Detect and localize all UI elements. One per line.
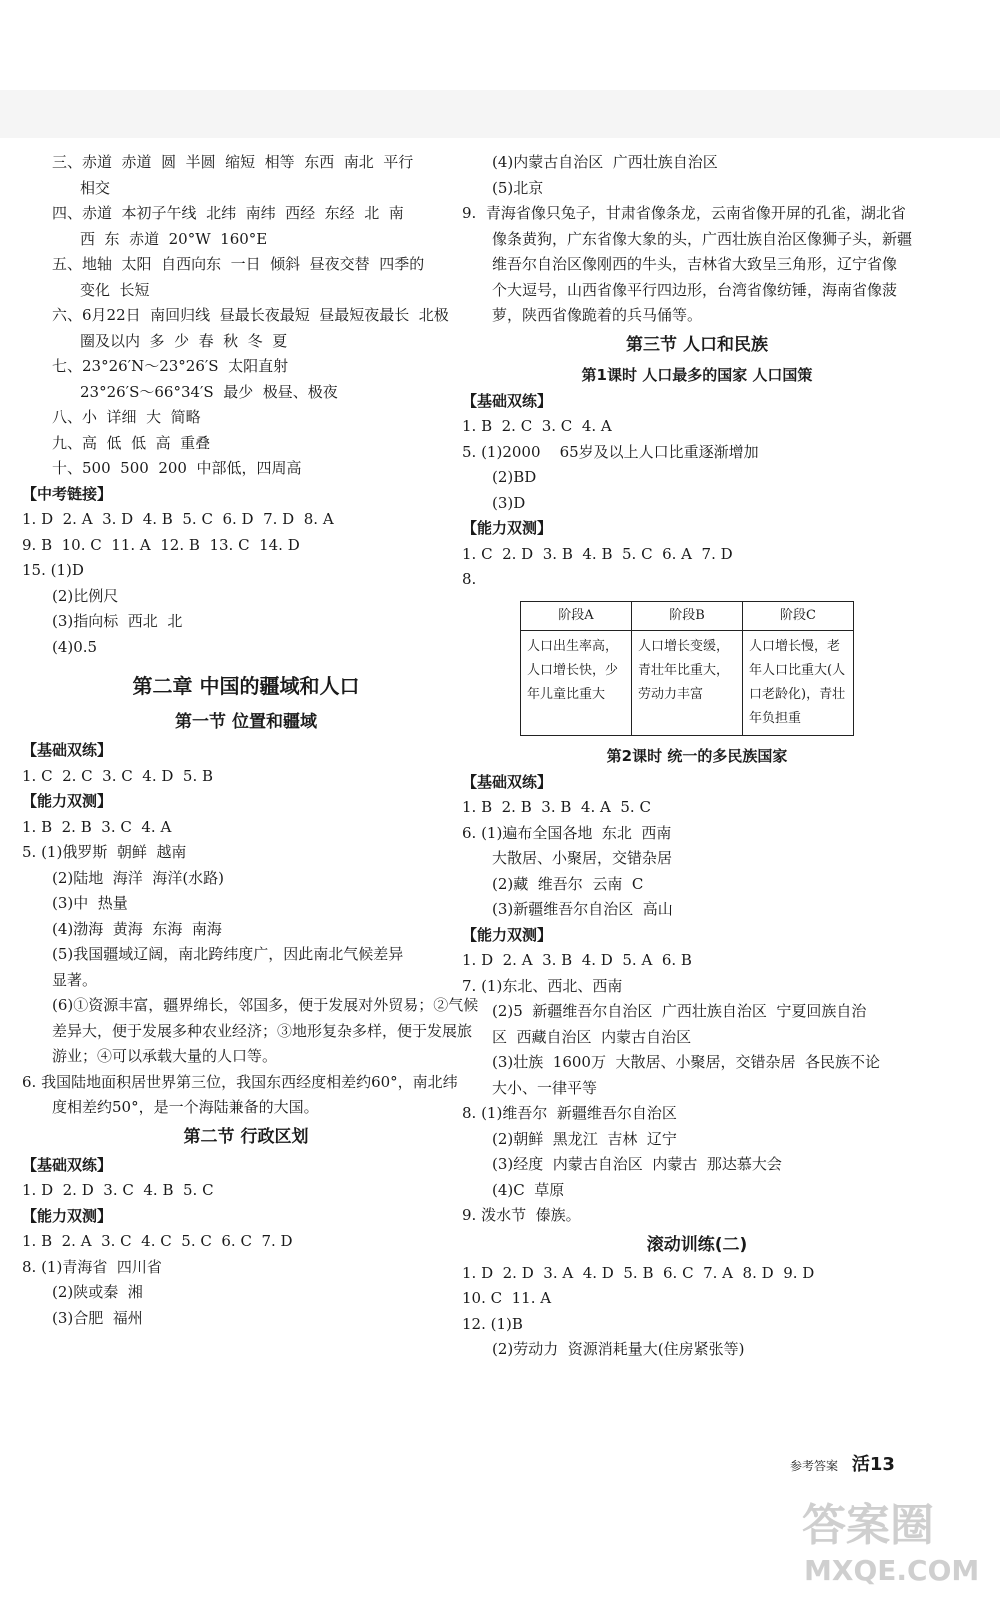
answer-line: (2)朝鲜 黑龙江 吉林 辽宁 bbox=[492, 1129, 677, 1148]
answer-line: 10. C 11. A bbox=[462, 1289, 552, 1307]
answer-line: (5)我国疆域辽阔，南北跨纬度广，因此南北气候差异 bbox=[52, 945, 404, 963]
page-footer bbox=[790, 1450, 895, 1476]
answer-line: 变化 长短 bbox=[80, 280, 150, 299]
rolling-title: 滚动训练(二) bbox=[646, 1234, 748, 1255]
answer-line: 像条黄狗，广东省像大象的头，广西壮族自治区像狮子头，新疆 bbox=[492, 229, 913, 248]
answer-line: 六、6月22日 南回归线 昼最长夜最短 昼最短夜最长 北极 bbox=[52, 306, 449, 324]
l1-nengli-answers: 1. C 2. D 3. B 4. B 5. C 6. A 7. D bbox=[462, 544, 733, 563]
s2-jichu-header: 【基础双练】 bbox=[22, 1155, 113, 1174]
answer-line: 西 东 赤道 20°W 160°E bbox=[80, 229, 268, 248]
answer-line: (4)渤海 黄海 东海 南海 bbox=[52, 919, 222, 938]
s1-nengli-answers bbox=[22, 815, 479, 1121]
l2-nengli-header: 【能力双测】 bbox=[462, 925, 553, 944]
answer-line: 8. (1)青海省 四川省 bbox=[22, 1257, 162, 1276]
left-column bbox=[22, 150, 479, 1331]
answer-line: (5)北京 bbox=[492, 178, 544, 197]
answer-line: 大小、一律平等 bbox=[492, 1078, 598, 1097]
answer-line: (2)陆地 海洋 海洋(水路) bbox=[52, 868, 225, 887]
answer-line: 八、小 详细 大 简略 bbox=[52, 408, 201, 426]
footer-label: 参考答案 bbox=[790, 1459, 839, 1473]
footer-mark: 活 bbox=[851, 1454, 870, 1475]
s1-jichu-header: 【基础双练】 bbox=[22, 741, 113, 759]
zhongkao-answers bbox=[22, 507, 470, 660]
page-number-group bbox=[852, 1454, 895, 1475]
right-column bbox=[462, 150, 932, 1363]
l2-jichu-answers bbox=[462, 795, 932, 923]
answer-line: 相交 bbox=[80, 178, 111, 197]
s1-nengli-header: 【能力双测】 bbox=[22, 792, 113, 810]
province-answers bbox=[462, 150, 932, 329]
section1-title: 第一节 位置和疆域 bbox=[175, 712, 317, 732]
answer-line: 1. B 2. B 3. C 4. A bbox=[22, 817, 172, 836]
l1-nengli-header: 【能力双测】 bbox=[462, 519, 553, 537]
answer-line: 大散居、小聚居，交错杂居 bbox=[492, 849, 673, 867]
s2-nengli-answers bbox=[22, 1229, 470, 1331]
answer-line: 游业；④可以承载大量的人口等。 bbox=[52, 1047, 278, 1065]
stage-a-header: 阶段A bbox=[521, 601, 632, 630]
answer-line: 显著。 bbox=[52, 970, 98, 989]
answer-line: 1. D 2. D 3. A 4. D 5. B 6. C 7. A 8. D 9. D bbox=[462, 1263, 815, 1282]
answer-line: (2)BD bbox=[492, 468, 537, 486]
answer-line: (3)经度 内蒙古自治区 内蒙古 那达慕大会 bbox=[492, 1155, 782, 1173]
chapter-title: 第二章 中国的疆域和人口 bbox=[132, 674, 360, 698]
answer-line: (2)藏 维吾尔 云南 C bbox=[492, 874, 644, 893]
page-number: 13 bbox=[869, 1454, 895, 1475]
answer-line: (2)陕或秦 湘 bbox=[52, 1283, 143, 1301]
watermark-logo bbox=[790, 1482, 980, 1592]
answer-line: 维吾尔自治区像刚西的牛头，吉林省大致呈三角形，辽宁省像 bbox=[492, 255, 898, 273]
answer-line: 1. D 2. A 3. B 4. D 5. A 6. B bbox=[462, 951, 692, 969]
answer-line: 23°26′S～66°34′S 最少 极昼、极夜 bbox=[80, 382, 338, 401]
l1-jichu-answers bbox=[462, 414, 932, 516]
answer-line: 8. (1)维吾尔 新疆维吾尔自治区 bbox=[462, 1104, 677, 1122]
scan-shadow bbox=[0, 90, 1000, 138]
q8-label: 8. bbox=[462, 570, 477, 588]
answer-line: 圈及以内 多 少 春 秋 冬 夏 bbox=[80, 331, 288, 350]
answer-line: 1. B 2. B 3. B 4. A 5. C bbox=[462, 798, 651, 816]
answer-line: 6. 我国陆地面积居世界第三位，我国东西经度相差约60°，南北纬 bbox=[22, 1072, 458, 1091]
answer-line: 区 西藏自治区 内蒙古自治区 bbox=[492, 1027, 692, 1046]
answer-line: (3)D bbox=[492, 493, 526, 512]
answer-line: 七、23°26′N～23°26′S 太阳直射 bbox=[52, 357, 289, 375]
answer-line: 四、赤道 本初子午线 北纬 南纬 西经 东经 北 南 bbox=[52, 204, 404, 222]
zhongkao-header: 【中考链接】 bbox=[22, 484, 113, 503]
answer-line: (4)C 草原 bbox=[492, 1180, 565, 1199]
answer-line: 度相差约50°，是一个海陆兼备的大国。 bbox=[52, 1098, 319, 1116]
answer-line: 1. B 2. C 3. C 4. A bbox=[462, 417, 612, 435]
answer-line: 十、500 500 200 中部低，四周高 bbox=[52, 459, 302, 477]
stage-b-cell: 人口增长变缓，青壮年比重大，劳动力丰富 bbox=[632, 630, 743, 735]
answer-line: 萝，陕西省像跪着的兵马俑等。 bbox=[492, 306, 703, 324]
answer-line: 9. 青海省像只兔子，甘肃省像条龙，云南省像开屏的孔雀，湖北省 bbox=[462, 204, 906, 222]
answer-line: 三、赤道 赤道 圆 半圆 缩短 相等 东西 南北 平行 bbox=[52, 153, 414, 171]
l1-jichu-header: 【基础双练】 bbox=[462, 391, 553, 410]
answer-line: (3)新疆维吾尔自治区 高山 bbox=[492, 900, 673, 918]
answer-line: 九、高 低 低 高 重叠 bbox=[52, 433, 211, 452]
answer-line: 个大逗号，山西省像平行四边形，台湾省像纺锤，海南省像菠 bbox=[492, 280, 898, 299]
answer-line: (3)合肥 福州 bbox=[52, 1308, 143, 1327]
answer-line: (2)5 新疆维吾尔自治区 广西壮族自治区 宁夏回族自治 bbox=[492, 1002, 867, 1020]
stage-a-cell: 人口出生率高，人口增长快，少年儿童比重大 bbox=[521, 630, 632, 735]
answer-line: 差异大，便于发展多种农业经济；③地形复杂多样，便于发展旅 bbox=[52, 1021, 473, 1040]
rolling-answers bbox=[462, 1261, 932, 1363]
answer-line: 12. (1)B bbox=[462, 1314, 523, 1333]
lesson1-title: 第1课时 人口最多的国家 人口国策 bbox=[581, 365, 813, 384]
answer-line: 15. (1)D bbox=[22, 561, 84, 579]
l2-nengli-answers bbox=[462, 948, 932, 1229]
s2-jichu-answers: 1. D 2. D 3. C 4. B 5. C bbox=[22, 1181, 214, 1199]
answer-line: 5. (1)俄罗斯 朝鲜 越南 bbox=[22, 843, 187, 861]
answer-line: 5. (1)2000 65岁及以上人口比重逐渐增加 bbox=[462, 442, 759, 461]
chapter1-answers bbox=[22, 150, 470, 482]
stage-c-header: 阶段C bbox=[743, 601, 854, 630]
l2-jichu-header: 【基础双练】 bbox=[462, 772, 553, 791]
answer-line: 五、地轴 太阳 自西向东 一日 倾斜 昼夜交替 四季的 bbox=[52, 255, 425, 273]
answer-line: 6. (1)遍布全国各地 东北 西南 bbox=[462, 823, 672, 842]
section3-title: 第三节 人口和民族 bbox=[626, 334, 768, 355]
answer-line: (3)指向标 西北 北 bbox=[52, 612, 183, 630]
watermark-text-cn: 答案圈 bbox=[802, 1500, 934, 1551]
stage-b-header: 阶段B bbox=[632, 601, 743, 630]
answer-line: 9. B 10. C 11. A 12. B 13. C 14. D bbox=[22, 535, 300, 554]
answer-line: 7. (1)东北、西北、西南 bbox=[462, 976, 623, 995]
answer-line: (4)0.5 bbox=[52, 637, 98, 656]
section2-title: 第二节 行政区划 bbox=[183, 1126, 309, 1147]
answer-line: 9. 泼水节 傣族。 bbox=[462, 1206, 581, 1224]
lesson2-title: 第2课时 统一的多民族国家 bbox=[606, 746, 788, 765]
answer-line: (3)中 热量 bbox=[52, 894, 128, 912]
answer-line: (6)①资源丰富，疆界绵长，邻国多，便于发展对外贸易；②气候 bbox=[52, 996, 479, 1014]
answer-line: (2)比例尺 bbox=[52, 586, 119, 605]
stage-c-cell: 人口增长慢，老年人口比重大(人口老龄化)，青壮年负担重 bbox=[743, 630, 854, 735]
s1-jichu-answers: 1. C 2. C 3. C 4. D 5. B bbox=[22, 766, 214, 785]
answer-line: (4)内蒙古自治区 广西壮族自治区 bbox=[492, 153, 718, 171]
answer-line: 1. D 2. A 3. D 4. B 5. C 6. D 7. D 8. A bbox=[22, 510, 334, 528]
population-stage-table bbox=[520, 601, 854, 736]
answer-line: 1. B 2. A 3. C 4. C 5. C 6. C 7. D bbox=[22, 1232, 293, 1250]
answer-line: (2)劳动力 资源消耗量大(住房紧张等) bbox=[492, 1340, 745, 1358]
watermark-text-en: MXQE.COM bbox=[804, 1554, 980, 1587]
s2-nengli-header: 【能力双测】 bbox=[22, 1206, 113, 1225]
answer-line: (3)壮族 1600万 大散居、小聚居，交错杂居 各民族不论 bbox=[492, 1053, 881, 1071]
